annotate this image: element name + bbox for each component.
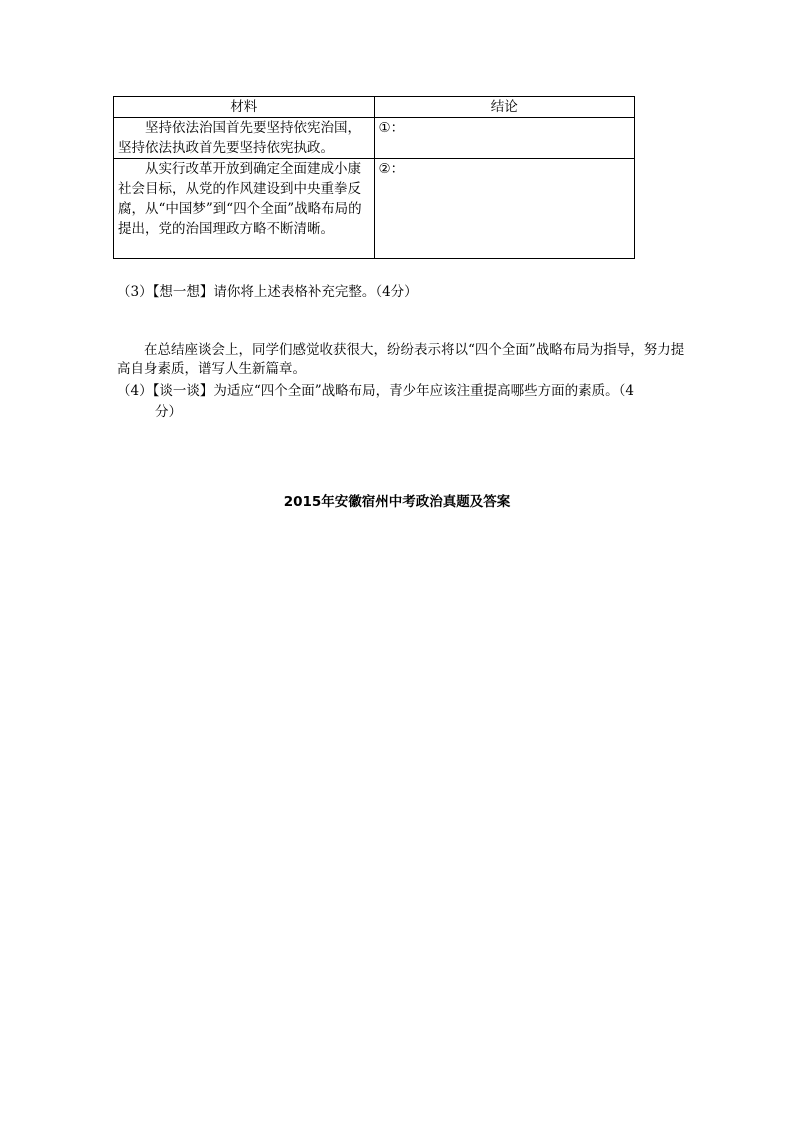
conclusion-cell-1: ①： <box>374 118 635 159</box>
question-4-line-1: （4）【谈一谈】为适应“四个全面”战略布局，青少年应该注重提高哪些方面的素质。（4 <box>117 383 634 399</box>
material-cell-1: 坚持依法治国首先要坚持依宪治国，坚持依法执政首先要坚持依宪执政。 <box>114 118 375 159</box>
header-conclusion: 结论 <box>374 97 635 118</box>
document-title: 2015年安徽宿州中考政治真题及答案 <box>283 494 511 510</box>
question-4-line-2: 分） <box>155 404 182 420</box>
conclusion-cell-2: ②： <box>374 159 635 259</box>
header-material: 材料 <box>114 97 375 118</box>
question-4 <box>117 381 677 423</box>
question-3: （3）【想一想】请你将上述表格补充完整。（4分） <box>117 284 418 300</box>
summary-paragraph: 在总结座谈会上，同学们感觉收获很大，纷纷表示将以“四个全面”战略布局为指导，努力提高自身素质，谱写人生新篇章。 <box>117 342 685 377</box>
material-cell-2: 从实行改革开放到确定全面建成小康社会目标，从党的作风建设到中央重拳反腐，从“中国梦”到“四个全面”战略布局的提出，党的治国理政方略不断清晰。 <box>114 159 375 259</box>
material-conclusion-table <box>113 96 635 259</box>
